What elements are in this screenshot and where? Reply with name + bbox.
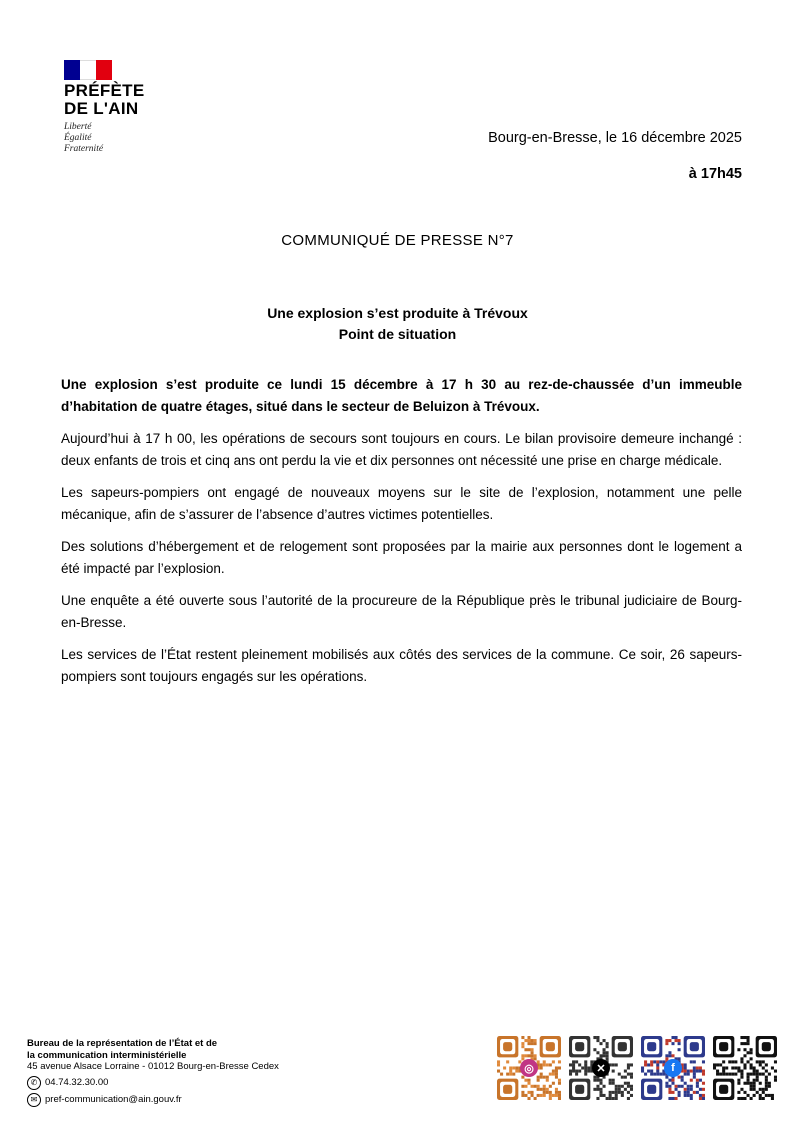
x-icon: ✕: [592, 1059, 610, 1077]
dateline: Bourg-en-Bresse, le 16 décembre 2025: [488, 130, 742, 146]
footer-phone: [27, 1076, 279, 1090]
paragraph: Une enquête a été ouverte sous l’autorité de la procureure de la République près le tribunal judiciaire de Bourg-en-Bresse.: [61, 593, 742, 630]
footer-contact: [27, 1038, 279, 1107]
logo-name: [64, 82, 145, 118]
social-qr-codes: [497, 1036, 777, 1100]
website-qr[interactable]: [713, 1036, 777, 1100]
release-time: à 17h45: [688, 166, 742, 182]
phone-number[interactable]: 04.74.32.30.00: [45, 1076, 109, 1088]
instagram-icon: ◎: [520, 1059, 538, 1077]
email-address[interactable]: pref-communication@ain.gouv.fr: [45, 1093, 182, 1105]
paragraph-lead: Une explosion s’est produite ce lundi 15 décembre à 17 h 30 au rez-de-chaussée d’un immeuble d’habitation de quatre étages, situé dans le secteur de Beluizon à Trévoux.: [61, 377, 742, 414]
phone-icon: ✆: [27, 1076, 41, 1090]
motto: [64, 122, 145, 155]
paragraph: Les services de l’État restent pleinement mobilisés aux côtés des services de la commune. Ce soir, 26 sapeurs-pompiers sont toujours engagés sur les opérations.: [61, 647, 742, 684]
footer-address: 45 avenue Alsace Lorraine - 01012 Bourg-en-Bresse Cedex: [27, 1061, 279, 1072]
prefecture-logo: [64, 60, 145, 155]
footer-org-line1: Bureau de la représentation de l’État et de: [27, 1038, 218, 1049]
paragraph: Des solutions d’hébergement et de relogement sont proposées par la mairie aux personnes dont le logement a été impacté par l’explosion.: [61, 539, 742, 576]
motto-egalite: Égalité: [64, 133, 92, 143]
mail-icon: ✉: [27, 1093, 41, 1107]
facebook-icon: f: [664, 1059, 682, 1077]
instagram-qr[interactable]: [497, 1036, 561, 1100]
body-text: [61, 374, 742, 698]
facebook-qr[interactable]: [641, 1036, 705, 1100]
motto-fraternite: Fraternité: [64, 144, 104, 154]
subtitle: [0, 303, 795, 345]
marianne-flag-icon: [64, 60, 112, 80]
paragraph: Les sapeurs-pompiers ont engagé de nouveaux moyens sur le site de l’explosion, notamment une pelle mécanique, afin de s’assurer de l’absence d’autres victimes potentielles.: [61, 485, 742, 522]
logo-name-line1: PRÉFÈTE: [64, 81, 145, 100]
qr-code-icon: [713, 1036, 777, 1100]
subtitle-line1: Une explosion s’est produite à Trévoux: [267, 305, 528, 321]
paragraph: Aujourd’hui à 17 h 00, les opérations de secours sont toujours en cours. Le bilan provisoire demeure inchangé : deux enfants de trois et cinq ans ont perdu la vie et dix personnes ont nécessité une prise en charge médicale.: [61, 431, 742, 468]
footer-email: [27, 1093, 279, 1107]
subtitle-line2: Point de situation: [338, 326, 457, 342]
page-title: COMMUNIQUÉ DE PRESSE N°7: [281, 232, 514, 249]
logo-name-line2: DE L'AIN: [64, 99, 139, 118]
x-qr[interactable]: [569, 1036, 633, 1100]
motto-liberte: Liberté: [64, 122, 92, 132]
footer-org-line2: la communication interministérielle: [27, 1049, 187, 1061]
